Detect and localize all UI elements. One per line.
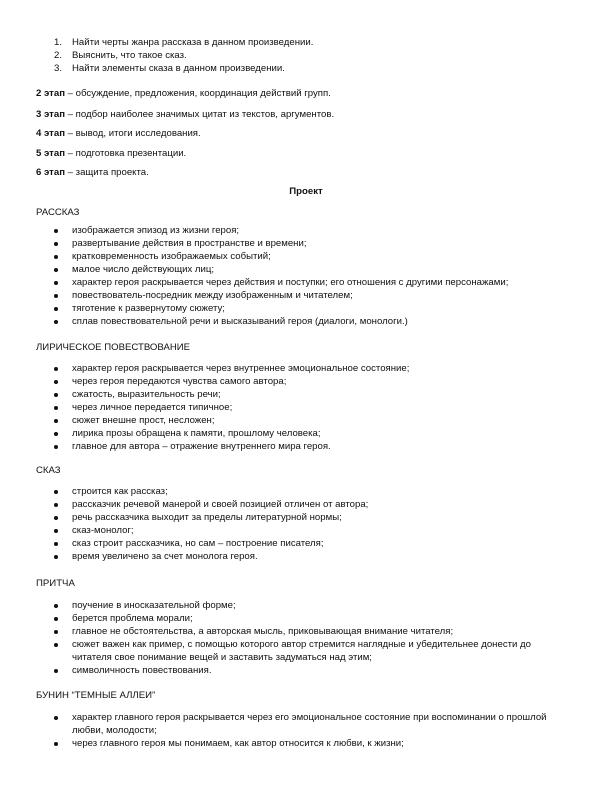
bullet-icon (54, 529, 58, 533)
list-item: через личное передается типичное; (72, 402, 233, 413)
project-title: Проект (289, 186, 323, 197)
bullet-icon (54, 432, 58, 436)
list-item: сказ строит рассказчика, но сам – построение писателя; (72, 538, 324, 549)
bullet-icon (54, 307, 58, 311)
bullet-icon (54, 542, 58, 546)
list-item: через главного героя мы понимаем, как автор относится к любви, к жизни; (72, 738, 404, 749)
stage-label: 5 этап (36, 148, 66, 159)
section-heading: БУНИН “ТЕМНЫЕ АЛЛЕИ” (36, 690, 156, 701)
list-item: время увеличено за счет монолога героя. (72, 551, 258, 562)
bullet-icon (54, 555, 58, 559)
stage-line (36, 148, 186, 159)
stage-text: – защита проекта. (65, 167, 149, 178)
list-item: речь рассказчика выходит за пределы литературной нормы; (72, 512, 342, 523)
section-heading: ЛИРИЧЕСКОЕ ПОВЕСТВОВАНИЕ (36, 342, 191, 353)
bullet-icon (54, 268, 58, 272)
stage-text: – подбор наиболее значимых цитат из текстов, аргументов. (65, 109, 335, 120)
stage-label: 2 этап (36, 88, 66, 99)
section-heading: ПРИТЧА (36, 578, 75, 589)
list-item: малое число действующих лиц; (72, 264, 215, 275)
bullet-icon (54, 294, 58, 298)
bullet-icon (54, 281, 58, 285)
list-number: 1. (53, 37, 62, 48)
section-heading: СКАЗ (36, 465, 61, 476)
stage-text: – вывод, итоги исследования. (65, 128, 201, 139)
stage-line (36, 88, 331, 99)
list-item: характер героя раскрывается через внутреннее эмоциональное состояние; (72, 363, 410, 374)
list-item: тяготение к развернутому сюжету; (72, 303, 225, 314)
bullet-icon (54, 716, 58, 720)
list-item: повествователь-посредник между изображенным и читателем; (72, 290, 353, 301)
bullet-icon (54, 617, 58, 621)
list-item: сплав повествовательной речи и высказываний героя (диалоги, монологи.) (72, 316, 408, 327)
list-item: Найти черты жанра рассказа в данном произведении. (72, 37, 314, 48)
bullet-icon (54, 630, 58, 634)
list-number: 2. (53, 50, 62, 61)
bullet-icon (54, 516, 58, 520)
list-item-continuation: читателя свое понимание вещей и заставить задуматься над этим; (72, 652, 372, 663)
list-item: изображается эпизод из жизни героя; (72, 225, 240, 236)
list-item: поучение в иносказательной форме; (72, 600, 236, 611)
list-item: лирика прозы обращена к памяти, прошлому человека; (72, 428, 321, 439)
bullet-icon (54, 503, 58, 507)
bullet-icon (54, 445, 58, 449)
bullet-icon (54, 242, 58, 246)
list-item: берется проблема морали; (72, 613, 193, 624)
bullet-icon (54, 380, 58, 384)
list-item: сюжет важен как пример, с помощью которого автор стремится наглядные и убедительнее донести до (72, 639, 531, 650)
list-item: сжатость, выразительность речи; (72, 389, 221, 400)
stage-line (36, 167, 149, 178)
bullet-icon (54, 255, 58, 259)
bullet-icon (54, 229, 58, 233)
bullet-icon (54, 419, 58, 423)
bullet-icon (54, 669, 58, 673)
list-item: через героя передаются чувства самого автора; (72, 376, 287, 387)
bullet-icon (54, 406, 58, 410)
list-item: строится как рассказ; (72, 486, 168, 497)
list-item: Выяснить, что такое сказ. (72, 50, 187, 61)
stage-label: 4 этап (36, 128, 66, 139)
list-item: характер героя раскрывается через действия и поступки; его отношения с другими персонажами; (72, 277, 509, 288)
list-number: 3. (53, 63, 62, 74)
stage-line (36, 109, 334, 120)
bullet-icon (54, 490, 58, 494)
list-item: главное для автора – отражение внутреннего мира героя. (72, 441, 331, 452)
list-item: развертывание действия в пространстве и времени; (72, 238, 307, 249)
list-item: Найти элементы сказа в данном произведении. (72, 63, 285, 74)
bullet-icon (54, 742, 58, 746)
bullet-icon (54, 367, 58, 371)
stage-line (36, 128, 201, 139)
bullet-icon (54, 393, 58, 397)
bullet-icon (54, 643, 58, 647)
list-item: главное не обстоятельства, а авторская мысль, приковывающая внимание читателя; (72, 626, 454, 637)
bullet-icon (54, 604, 58, 608)
stage-label: 6 этап (36, 167, 66, 178)
list-item: кратковременность изображаемых событий; (72, 251, 271, 262)
list-item: характер главного героя раскрывается через его эмоциональное состояние при воспоминании о прошлой (72, 712, 547, 723)
list-item-continuation: любви, молодости; (72, 725, 157, 736)
list-item: сюжет внешне прост, несложен; (72, 415, 215, 426)
list-item: символичность повествования. (72, 665, 212, 676)
stage-label: 3 этап (36, 109, 66, 120)
bullet-icon (54, 320, 58, 324)
stage-text: – подготовка презентации. (65, 148, 187, 159)
stage-text: – обсуждение, предложения, координация действий групп. (65, 88, 331, 99)
list-item: сказ-монолог; (72, 525, 134, 536)
section-heading: РАССКАЗ (36, 207, 80, 218)
list-item: рассказчик речевой манерой и своей позицией отличен от автора; (72, 499, 369, 510)
